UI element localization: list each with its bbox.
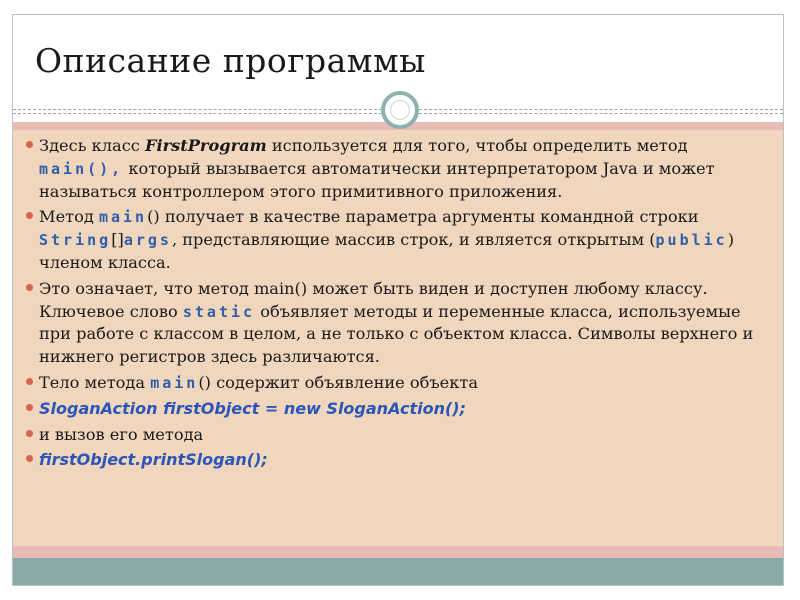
bullet-text: используется для того, чтобы определить метод <box>266 136 688 155</box>
bullet-text: и вызов его метода <box>39 424 204 444</box>
bullet-dot-icon <box>26 430 33 437</box>
bullet-text: () получает в качестве параметра аргументы командной строки <box>147 207 699 227</box>
brackets-text: [] <box>111 230 124 250</box>
bullet-item-method-call-intro <box>24 424 776 447</box>
bullet-text: объявляет методы и переменные класса, используемые при работе с классом в целом, а не только с объектом класса. Символы верхнего и нижнего регистров здесь различаются. <box>39 301 754 367</box>
code-keyword-main: main <box>150 373 199 392</box>
code-line-declaration: SloganAction firstObject = new SloganAction(); <box>39 398 466 418</box>
bullet-text: , представляющие массив строк, и является открытым ( <box>171 230 656 250</box>
code-keyword-args: args <box>123 231 172 250</box>
code-keyword-string: String <box>39 231 112 250</box>
code-keyword-main: main(), <box>39 159 124 178</box>
code-keyword-main: main <box>98 208 148 227</box>
bullet-item-object-declaration <box>24 398 776 421</box>
bullet-dot-icon <box>26 212 33 219</box>
bullet-text: Метод <box>39 207 99 227</box>
bullet-item-method-call <box>24 449 776 472</box>
bullet-list <box>24 135 776 475</box>
bullet-item-class-description <box>24 135 776 203</box>
bullet-text: Это означает, что метод main() может быть виден и доступен любому классу. Ключевое слово <box>39 278 708 321</box>
bullet-text: Тело метода <box>39 372 151 392</box>
class-name-text: FirstProgram <box>145 136 267 155</box>
ring-ornament-icon <box>381 91 419 129</box>
bullet-dot-icon <box>26 404 33 411</box>
page-title: Описание программы <box>35 41 426 80</box>
bullet-text: который вызывается автоматически интерпретатором Java и может называться контроллером этого примитивного приложения. <box>39 158 715 201</box>
bullet-item-main-method <box>24 206 776 274</box>
bullet-text: () содержит объявление объекта <box>198 372 478 392</box>
code-line-method-call: firstObject.printSlogan(); <box>39 450 268 470</box>
bullet-text: Здесь класс <box>39 136 145 155</box>
bullet-dot-icon <box>26 141 33 148</box>
bullet-item-main-body <box>24 372 776 395</box>
footer-bar <box>13 558 783 585</box>
bullet-dot-icon <box>26 455 33 462</box>
code-keyword-public: public <box>655 231 728 250</box>
bullet-dot-icon <box>26 284 33 291</box>
code-keyword-static: static <box>182 302 256 321</box>
bullet-dot-icon <box>26 378 33 385</box>
pink-band-bottom <box>13 546 783 558</box>
bullet-item-static-keyword <box>24 278 776 369</box>
bullet-text: ) членом класса. <box>39 230 735 272</box>
